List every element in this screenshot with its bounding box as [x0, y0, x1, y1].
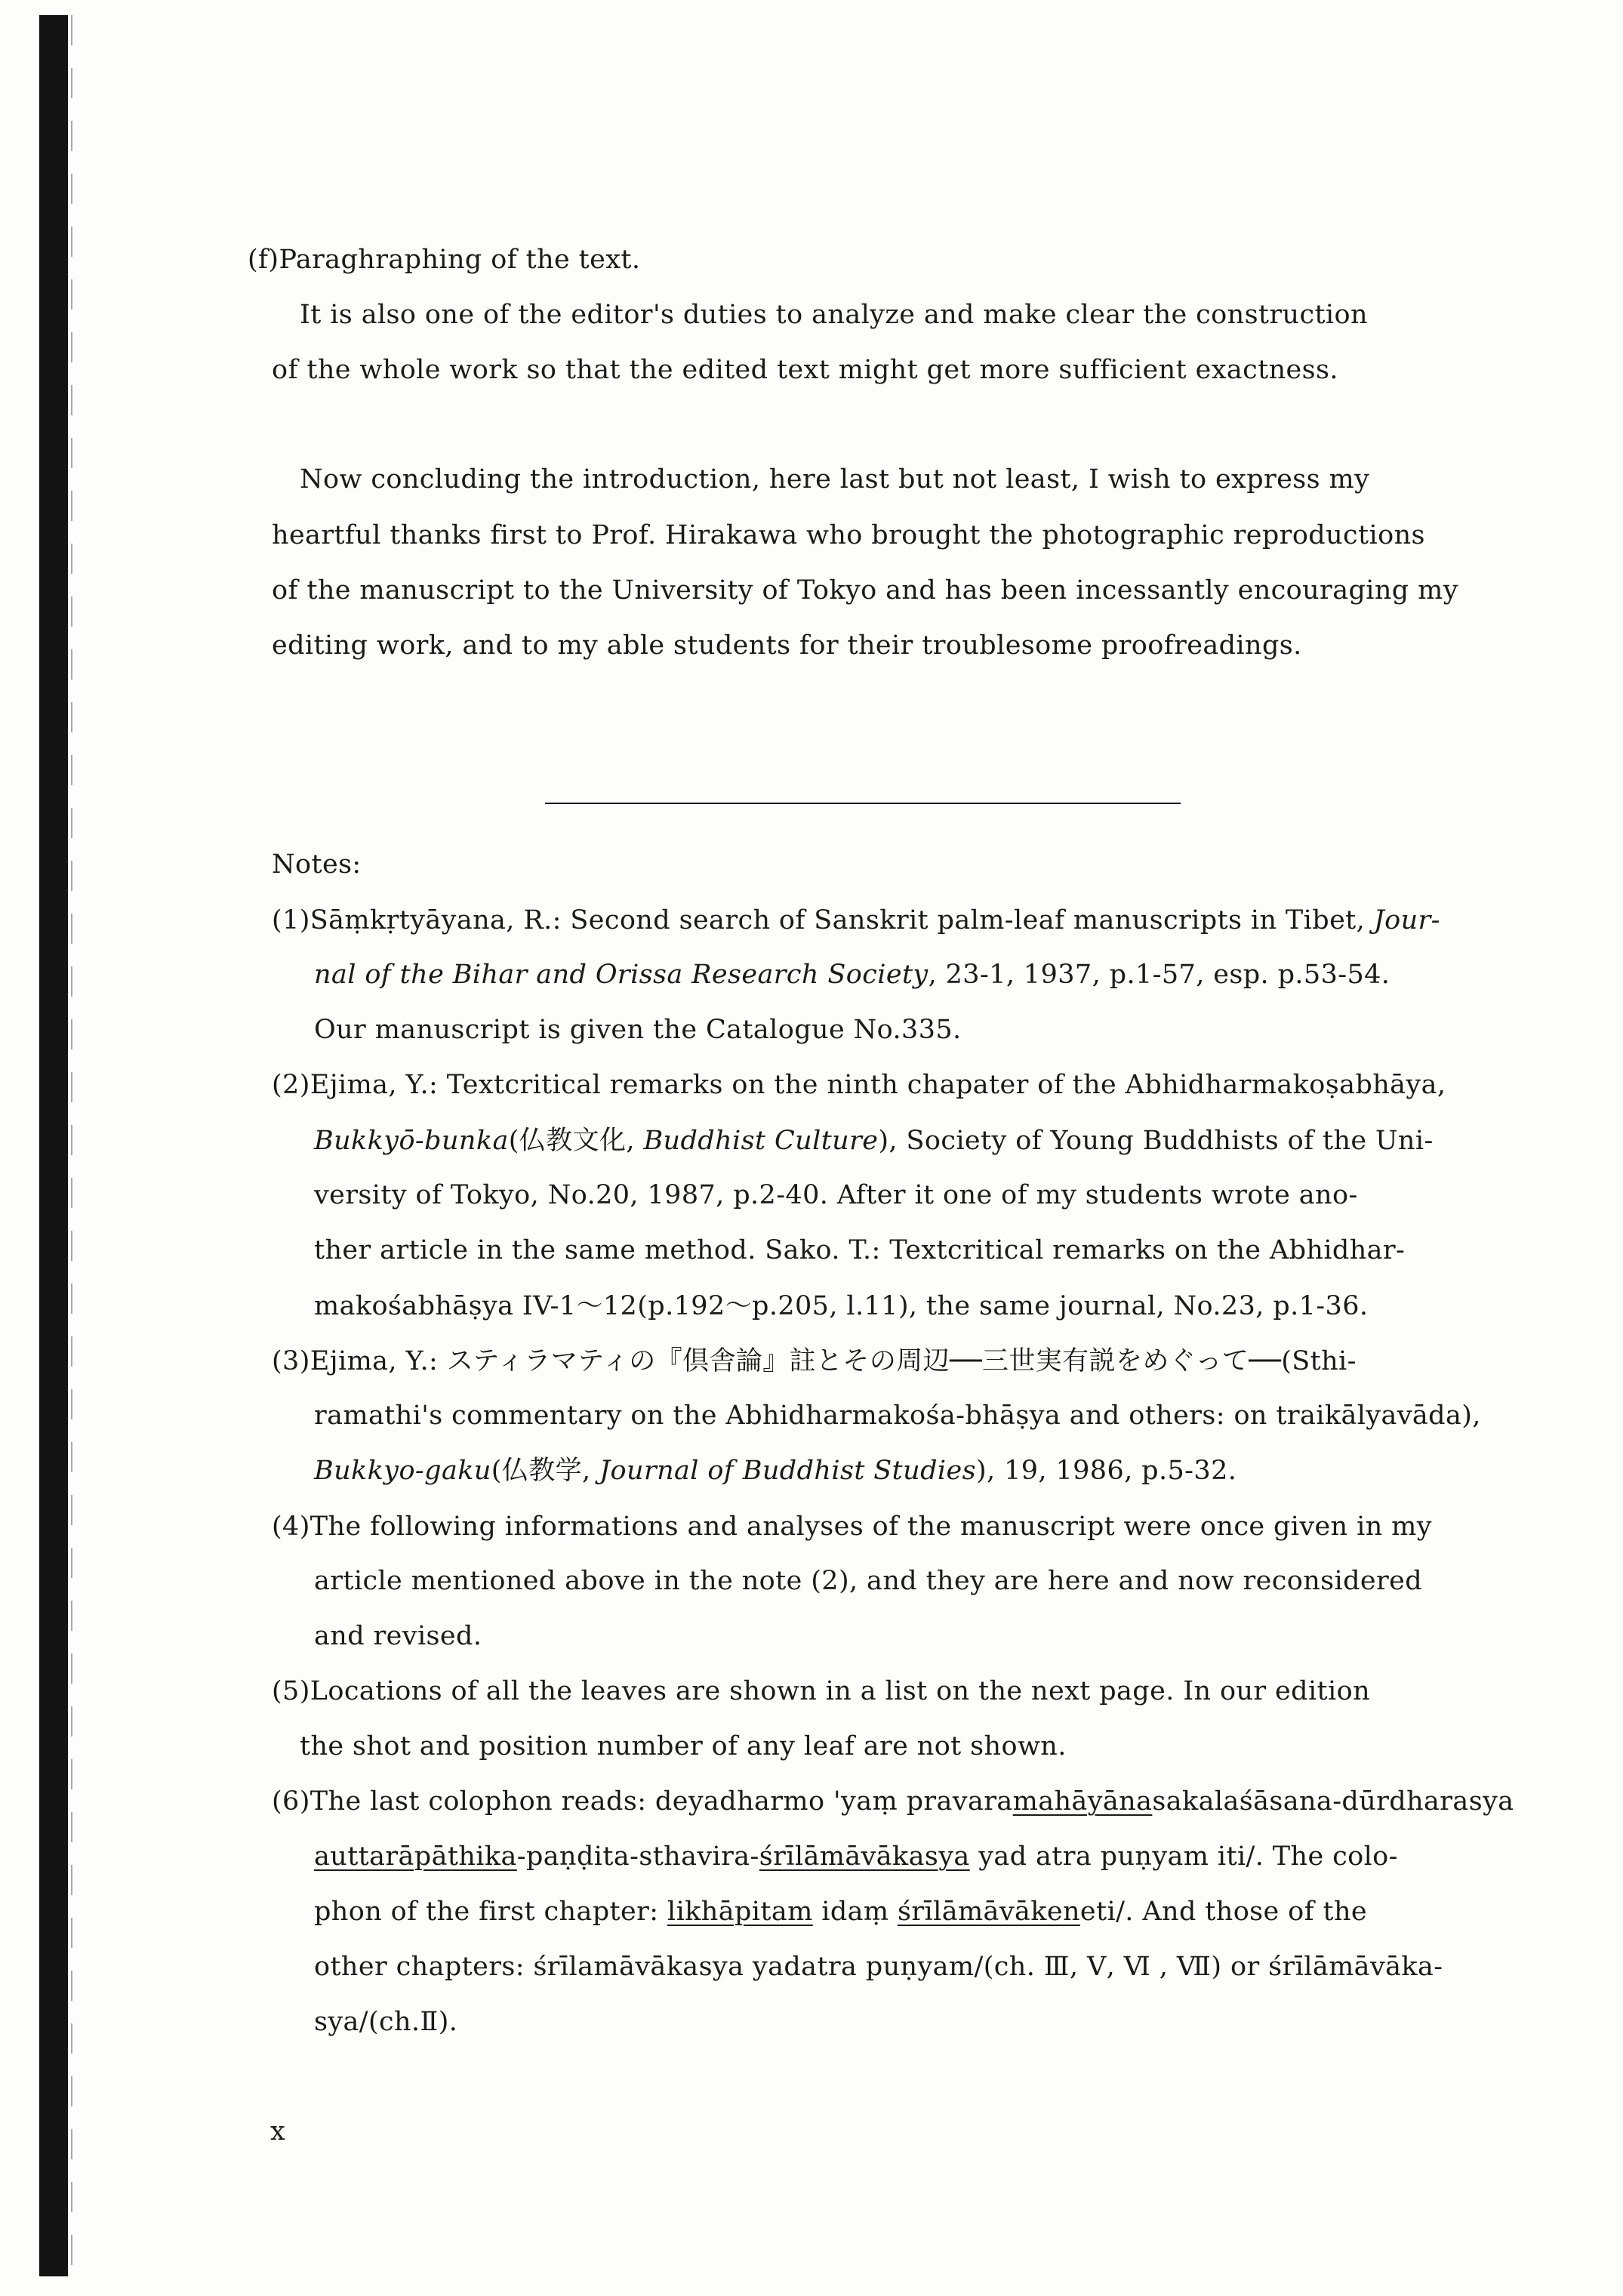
note-6-line5: sya/(ch.Ⅱ). [314, 2007, 458, 2037]
paragraph2-line2: heartful thanks first to Prof. Hirakawa who brought the photographic reproductions [272, 520, 1425, 550]
binding-edge-shadow [39, 15, 68, 2276]
note-3-line1: (3)Ejima, Y.: スティラマティの『倶舎論』註とその周辺──三世実有説をめぐって──(Sthi- [272, 1346, 1357, 1376]
notes-separator-rule [545, 803, 1181, 804]
note-1-line1: (1)Sāṃkṛtyāyana, R.: Second search of Sanskrit palm-leaf manuscripts in Tibet, Jour- [272, 905, 1440, 935]
note-1-line3: Our manuscript is given the Catalogue No.335. [314, 1015, 962, 1045]
note-6-line4: other chapters: śrīlamāvākasya yadatra puṇyam/(ch. Ⅲ, Ⅴ, Ⅵ , Ⅶ) or śrīlāmāvāka- [314, 1952, 1443, 1982]
note-2-line1: (2)Ejima, Y.: Textcritical remarks on the ninth chapater of the Abhidharmakoṣabhāya, [272, 1070, 1446, 1100]
paragraph1-line2: of the whole work so that the edited text might get more sufficient exactness. [272, 355, 1338, 385]
note-1-line2: nal of the Bihar and Orissa Research Society, 23-1, 1937, p.1-57, esp. p.53-54. [314, 960, 1390, 990]
page-number: x [270, 2116, 286, 2147]
binding-edge-marks [71, 15, 72, 2276]
section-heading: (f)Paraghraphing of the text. [248, 245, 641, 275]
note-2-line4: ther article in the same method. Sako. T.: Textcritical remarks on the Abhidhar- [314, 1235, 1406, 1265]
note-5-line2: the shot and position number of any leaf are not shown. [300, 1731, 1067, 1761]
note-3-line2: ramathi's commentary on the Abhidharmakośa-bhāṣya and others: on traikālyavāda), [314, 1401, 1481, 1431]
note-4-line3: and revised. [314, 1621, 482, 1651]
notes-heading: Notes: [272, 849, 362, 880]
note-3-line3: Bukkyo-gaku(仏教学, Journal of Buddhist Studies), 19, 1986, p.5-32. [314, 1456, 1237, 1486]
note-5-line1: (5)Locations of all the leaves are shown in a list on the next page. In our edition [272, 1676, 1371, 1706]
paragraph1-line1: It is also one of the editor's duties to analyze and make clear the construction [300, 300, 1368, 330]
note-2-line3: versity of Tokyo, No.20, 1987, p.2-40. After it one of my students wrote ano- [314, 1180, 1358, 1210]
paragraph2-line1: Now concluding the introduction, here last but not least, I wish to express my [300, 464, 1370, 495]
note-2-line5: makośabhāṣya IV-1～12(p.192～p.205, l.11), the same journal, No.23, p.1-36. [314, 1291, 1369, 1321]
note-6-line2: auttarāpāthika-paṇḍita-sthavira-śrīlāmāvākasya yad atra puṇyam iti/. The colo- [314, 1841, 1398, 1872]
note-6-line3: phon of the first chapter: likhāpitam idaṃ śrīlāmāvākeneti/. And those of the [314, 1897, 1368, 1927]
note-4-line1: (4)The following informations and analyses of the manuscript were once given in my [272, 1512, 1432, 1542]
paragraph2-line4: editing work, and to my able students for their troublesome proofreadings. [272, 630, 1302, 661]
note-2-line2: Bukkyō-bunka(仏教文化, Buddhist Culture), Society of Young Buddhists of the Uni- [314, 1126, 1434, 1156]
note-6-line1: (6)The last colophon reads: deyadharmo 'yaṃ pravaramahāyānasakalaśāsana-dūrdharasya [272, 1786, 1514, 1817]
paragraph2-line3: of the manuscript to the University of Tokyo and has been incessantly encouraging my [272, 575, 1458, 606]
note-4-line2: article mentioned above in the note (2), and they are here and now reconsidered [314, 1566, 1423, 1596]
